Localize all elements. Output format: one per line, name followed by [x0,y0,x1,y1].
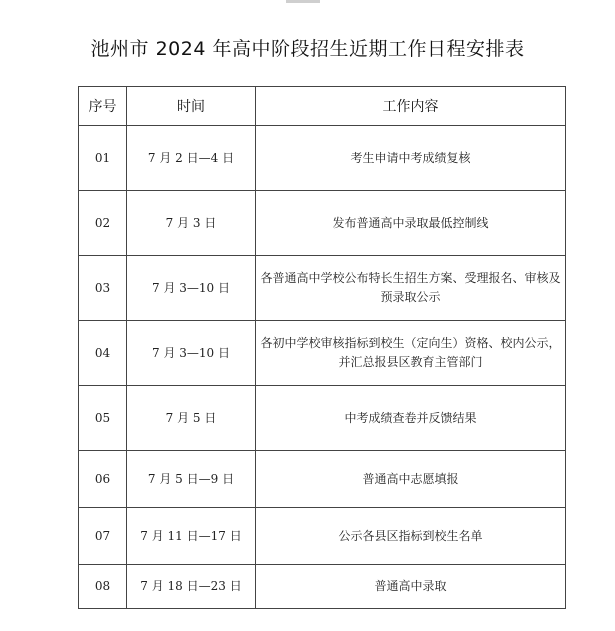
row-content: 各初中学校审核指标到校生（定向生）资格、校内公示，并汇总报县区教育主管部门 [256,321,566,386]
row-time: 7 月 11 日—17 日 [127,508,256,565]
row-content: 普通高中志愿填报 [256,451,566,508]
top-edge-mark [286,0,320,3]
row-time: 7 月 18 日—23 日 [127,565,256,609]
schedule-table [78,86,566,609]
row-content: 中考成绩查卷并反馈结果 [256,386,566,451]
row-number: 02 [79,191,127,256]
header-content: 工作内容 [256,87,566,126]
row-number: 08 [79,565,127,609]
table-row [79,386,566,451]
row-number: 07 [79,508,127,565]
row-content: 普通高中录取 [256,565,566,609]
table-row [79,126,566,191]
row-number: 03 [79,256,127,321]
row-number: 04 [79,321,127,386]
table-row [79,565,566,609]
row-number: 01 [79,126,127,191]
table-header-row [79,87,566,126]
row-time: 7 月 5 日 [127,386,256,451]
row-content: 公示各县区指标到校生名单 [256,508,566,565]
row-content: 发布普通高中录取最低控制线 [256,191,566,256]
row-time: 7 月 3—10 日 [127,321,256,386]
row-time: 7 月 3—10 日 [127,256,256,321]
row-content: 考生申请中考成绩复核 [256,126,566,191]
row-time: 7 月 5 日—9 日 [127,451,256,508]
row-number: 05 [79,386,127,451]
header-no: 序号 [79,87,127,126]
page-title: 池州市 2024 年高中阶段招生近期工作日程安排表 [90,38,525,60]
table-row [79,508,566,565]
table-row [79,451,566,508]
table-row [79,256,566,321]
row-number: 06 [79,451,127,508]
table-row [79,321,566,386]
row-time: 7 月 3 日 [127,191,256,256]
row-time: 7 月 2 日—4 日 [127,126,256,191]
header-time: 时间 [127,87,256,126]
table-row [79,191,566,256]
row-content: 各普通高中学校公布特长生招生方案、受理报名、审核及预录取公示 [256,256,566,321]
